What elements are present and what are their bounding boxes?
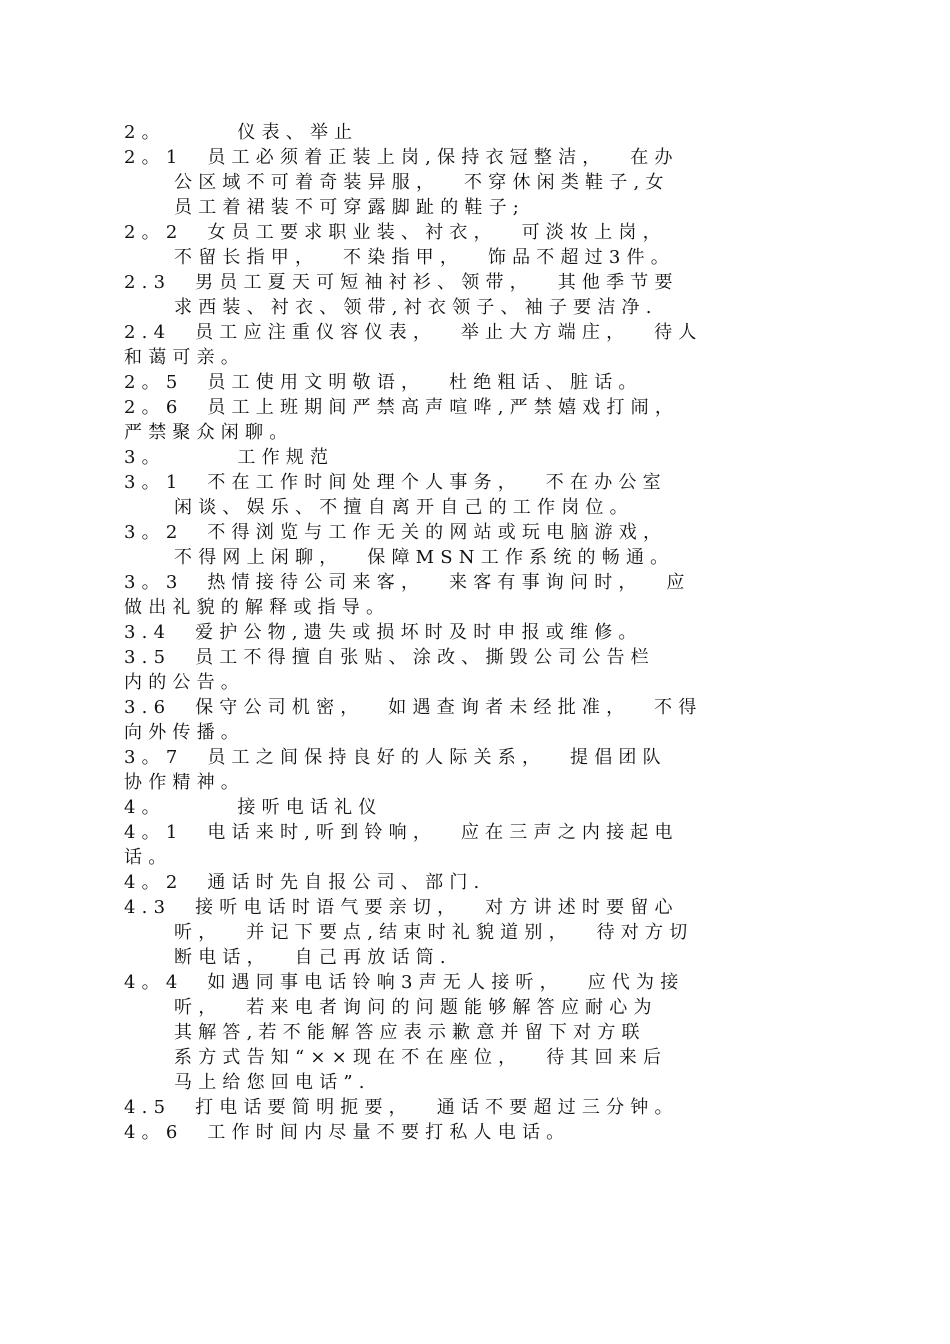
text-line: 3.6 保守公司机密， 如遇查询者未经批准， 不得 (124, 697, 703, 718)
text-line: 2.3 男员工夏天可短袖衬衫、领带， 其他季节要 (124, 272, 679, 293)
text-line: 马上给您回电话”. (174, 1072, 371, 1093)
text-line: 严禁聚众闲聊。 (124, 422, 294, 443)
text-line: 2。6 员工上班期间严禁高声喧哗,严禁嬉戏打闹， (124, 397, 680, 418)
text-line: 3.5 员工不得擅自张贴、涂改、撕毁公司公告栏 (124, 647, 655, 668)
section-2-heading: 2。 仪表、举止 (124, 122, 359, 143)
text-line: 闲谈、娱乐、不擅自离开自己的工作岗位。 (174, 497, 634, 518)
text-line: 3。3 热情接待公司来客， 来客有事询问时， 应 (124, 572, 691, 593)
text-line: 向外传播。 (124, 722, 245, 743)
text-line: 协作精神。 (124, 772, 245, 793)
text-line: 4。4 如遇同事电话铃响3声无人接听， 应代为接 (124, 972, 685, 993)
text-line: 3.4 爱护公物,遗失或损坏时及时申报或维修。 (124, 622, 643, 643)
text-line: 2.4 员工应注重仪容仪表， 举止大方端庄， 待人 (124, 322, 703, 343)
text-line: 4。1 电话来时,听到铃响， 应在三声之内接起电 (124, 822, 679, 843)
text-line: 不留长指甲， 不染指甲， 饰品不超过3件。 (174, 247, 675, 268)
text-line: 内的公告。 (124, 672, 245, 693)
section-3-heading: 3。 工作规范 (124, 447, 335, 468)
text-line: 4.3 接听电话时语气要亲切， 对方讲述时要留心 (124, 897, 679, 918)
text-line: 2。2 女员工要求职业装、衬衣， 可淡妆上岗， (124, 222, 667, 243)
text-line: 2。5 员工使用文明敬语， 杜绝粗话、脏话。 (124, 372, 643, 393)
text-line: 系方式告知“××现在不在座位， 待其回来后 (174, 1047, 668, 1068)
text-line: 2。1 员工必须着正装上岗,保持衣冠整洁， 在办 (124, 147, 679, 168)
text-line: 公区域不可着奇装异服， 不穿休闲类鞋子,女 (174, 172, 670, 193)
text-line: 做出礼貌的解释或指导。 (124, 597, 391, 618)
text-line: 话。 (124, 847, 173, 868)
text-line: 3。7 员工之间保持良好的人际关系， 提倡团队 (124, 747, 667, 768)
text-line: 求西装、衬衣、领带,衬衣领子、袖子要洁净. (174, 297, 658, 318)
text-line: 其解答,若不能解答应表示歉意并留下对方联 (174, 1022, 646, 1043)
text-line: 断电话， 自己再放话筒. (174, 947, 452, 968)
section-4-heading: 4。 接听电话礼仪 (124, 797, 383, 818)
text-line: 员工着裙装不可穿露脚趾的鞋子; (174, 197, 526, 218)
text-line: 听， 并记下要点,结束时礼貌道别， 待对方切 (174, 922, 694, 943)
text-line: 4。6 工作时间内尽量不要打私人电话。 (124, 1122, 571, 1143)
text-line: 和蔼可亲。 (124, 347, 245, 368)
text-line: 4。2 通话时先自报公司、部门. (124, 872, 486, 893)
text-line: 4.5 打电话要简明扼要， 通话不要超过三分钟。 (124, 1097, 679, 1118)
text-line: 3。1 不在工作时间处理个人事务， 不在办公室 (124, 472, 667, 493)
text-line: 听， 若来电者询问的问题能够解答应耐心为 (174, 997, 658, 1018)
text-line: 3。2 不得浏览与工作无关的网站或玩电脑游戏， (124, 522, 668, 543)
text-line: 不得网上闲聊， 保障MSN工作系统的畅通。 (174, 547, 675, 568)
